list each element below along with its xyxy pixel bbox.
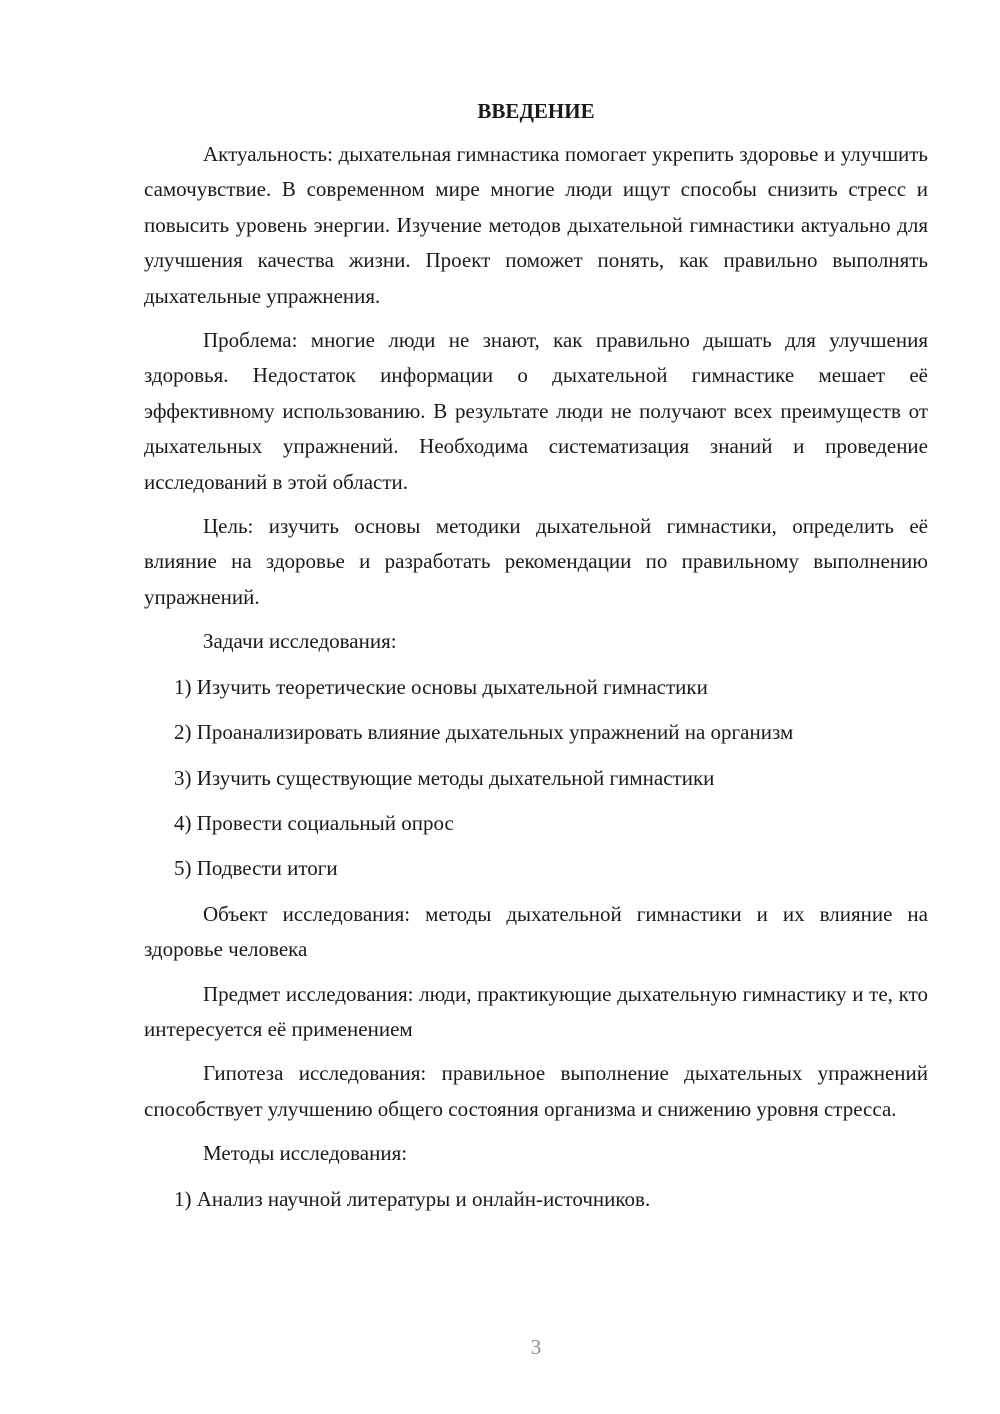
task-item: 3) Изучить существующие методы дыхательной гимнастики — [174, 765, 715, 790]
goal-paragraph: Цель: изучить основы методики дыхательной гимнастики, определить её влияние на здоровье и разработать рекомендации по правильному выполнению упражнений. — [144, 514, 928, 609]
problem-paragraph: Проблема: многие люди не знают, как правильно дышать для улучшения здоровья. Недостаток информации о дыхательной гимнастике мешает её эффективному использованию. В результате люди не получают всех преимуществ от дыхательных упражнений. Необходима систематизация знаний и проведение исследований в этой области. — [144, 328, 928, 494]
task-item: 4) Провести социальный опрос — [174, 810, 454, 835]
method-item: 1) Анализ научной литературы и онлайн-источников. — [174, 1186, 651, 1211]
tasks-label: Задачи исследования: — [203, 629, 397, 654]
subject-paragraph: Предмет исследования: люди, практикующие дыхательную гимнастику и те, кто интересуется её применением — [144, 981, 928, 1041]
object-paragraph: Объект исследования: методы дыхательной гимнастики и их влияние на здоровье человека — [144, 901, 928, 962]
task-item: 2) Проанализировать влияние дыхательных упражнений на организм — [174, 720, 794, 745]
tasks-list — [144, 670, 928, 887]
task-item: 5) Подвести итоги — [174, 856, 338, 881]
page-number: 3 — [530, 1335, 542, 1359]
page-content — [144, 96, 928, 1227]
relevance-paragraph: Актуальность: дыхательная гимнастика помогает укрепить здоровье и улучшить самочувствие. В современном мире многие люди ищут способы снизить стресс и повысить уровень энергии. Изучение методов дыхательной гимнастики актуально для улучшения качества жизни. Проект поможет понять, как правильно выполнять дыхательные упражнения. — [144, 142, 928, 308]
task-item: 1) Изучить теоретические основы дыхательной гимнастики — [174, 674, 708, 699]
methods-list — [144, 1182, 928, 1217]
hypothesis-paragraph: Гипотеза исследования: правильное выполнение дыхательных упражнений способствует улучшению общего состояния организма и снижению уровня стресса. — [144, 1061, 928, 1121]
page-title: ВВЕДЕНИЕ — [477, 99, 595, 123]
methods-label: Методы исследования: — [203, 1141, 408, 1166]
